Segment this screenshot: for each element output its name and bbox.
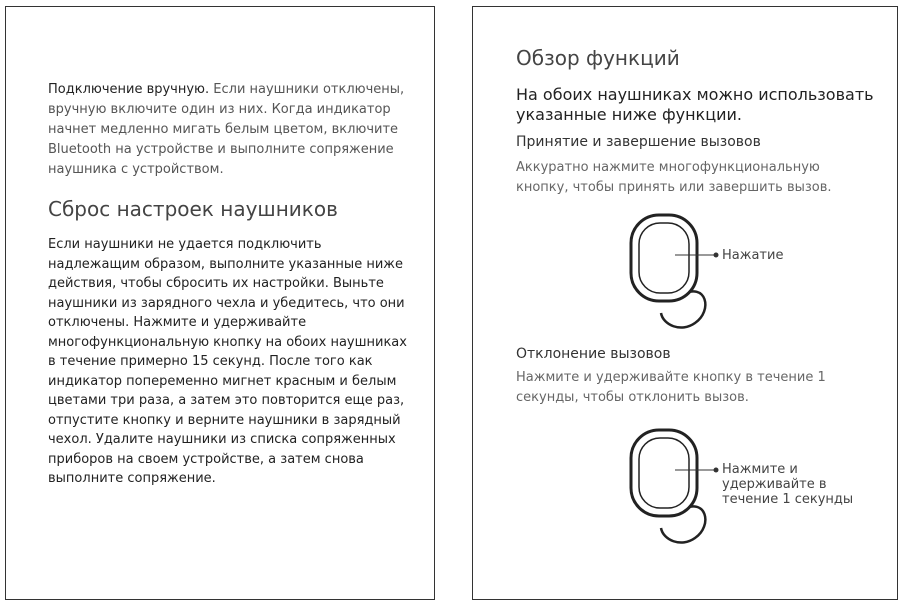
manual-connection-text: Если наушники отключены, вручную включите один из них. Когда индикатор начнет медленно мигать белым цветом, включите Bluetooth на устройстве и выполните сопряжение наушника с устройством. xyxy=(48,82,405,177)
earbud-body xyxy=(631,215,697,301)
hold-callout-dot xyxy=(714,468,719,473)
reset-paragraph: Если наушники не удается подключить надлежащим образом, выполните указанные ниже действия, чтобы сбросить их настройки. Выньте наушники из зарядного чехла и убедитесь, что они отключены. Нажмите и удерживайте многофункциональную кнопку на обоих наушниках в течение примерно 15 секунд. После того как индикатор попеременно мигнет красным и белым цветами три раза, а затем это повторится еще раз, отпустите кнопку и верните наушники в зарядный чехол. Удалите наушники из списка сопряженных приборов на своем устройстве, а затем снова выполните сопряжение. xyxy=(48,237,407,486)
hold-callout-line-2: удерживайте в xyxy=(722,477,827,492)
answer-calls-text: Аккуратно нажмите многофункциональную кнопку, чтобы принять или завершить вызов. xyxy=(516,160,832,195)
hold-callout-line-3: течение 1 секунды xyxy=(722,492,854,507)
features-summary: На обоих наушниках можно использовать указанные ниже функции. xyxy=(516,85,874,124)
earbud-hold-illustration xyxy=(623,424,723,548)
right-page xyxy=(472,6,898,600)
features-heading: Обзор функций xyxy=(516,46,680,70)
earbud-body xyxy=(631,430,697,516)
tap-callout-label: Нажатие xyxy=(722,248,784,263)
hold-callout-label xyxy=(722,462,853,507)
manual-connection-lead: Подключение вручную. xyxy=(48,82,210,97)
manual-connection-paragraph xyxy=(48,80,408,180)
decline-calls-title: Отклонение вызовов xyxy=(516,346,671,362)
reset-heading: Сброс настроек наушников xyxy=(48,197,338,221)
hold-callout-line-1: Нажмите и xyxy=(722,462,798,477)
earbud-tap-illustration xyxy=(623,209,723,333)
left-page xyxy=(5,6,435,600)
answer-calls-title: Принятие и завершение вызовов xyxy=(516,134,761,150)
decline-calls-text: Нажмите и удерживайте кнопку в течение 1 секунды, чтобы отклонить вызов. xyxy=(516,370,826,405)
tap-callout-dot xyxy=(714,253,719,258)
